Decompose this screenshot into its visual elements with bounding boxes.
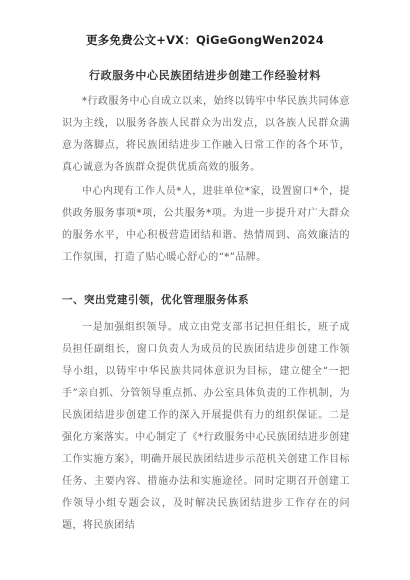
- promo-banner: 更多免费公文+VX：QiGeGongWen2024: [86, 33, 324, 47]
- paragraph-staffing-block: [62, 181, 350, 269]
- paragraph-staffing: 中心内现有工作人员*人，进驻单位*家，设置窗口*个，提供政务服务事项*项，公共服务*项。为进一步提升对广大群众的服务水平，中心积极营造团结和谐、热情周到、高效廉洁的工作氛围，打造了贴心暖心舒心的“*”品牌。: [62, 186, 350, 263]
- document-title: 行政服务中心民族团结进步创建工作经验材料: [89, 69, 321, 82]
- paragraph-organization-block: [62, 317, 350, 537]
- section-heading-1: 一、突出党建引领，优化管理服务体系: [62, 294, 249, 306]
- paragraph-intro: *行政服务中心自成立以来，始终以铸牢中华民族共同体意识为主线，以服务各族人民群众为出发点，以各族人民群众满意为落脚点，将民族团结进步工作融入日常工作的各个环节，真心诚意为各族群众提供优质高效的服务。: [62, 96, 350, 173]
- paragraph-intro-block: [62, 91, 350, 179]
- paragraph-organization: 一是加强组织领导。成立由党支部书记担任组长，班子成员担任副组长，窗口负责人为成员的民族团结进步创建工作领导小组，以铸牢中华民族共同体意识为目标，建立健全“一把手”亲自抓、分管领导重点抓、办公室具体负责的工作机制，为民族团结进步创建工作的深入开展提供有力的组织保证。二是强化方案落实。中心制定了《*行政服务中心民族团结进步创建工作实施方案》，明确开展民族团结进步示范机关创建工作目标任务、主要内容、措施办法和实施途径。同时定期召开创建工作领导小组专题会议，及时解决民族团结进步工作存在的问题，将民族团结: [62, 322, 350, 531]
